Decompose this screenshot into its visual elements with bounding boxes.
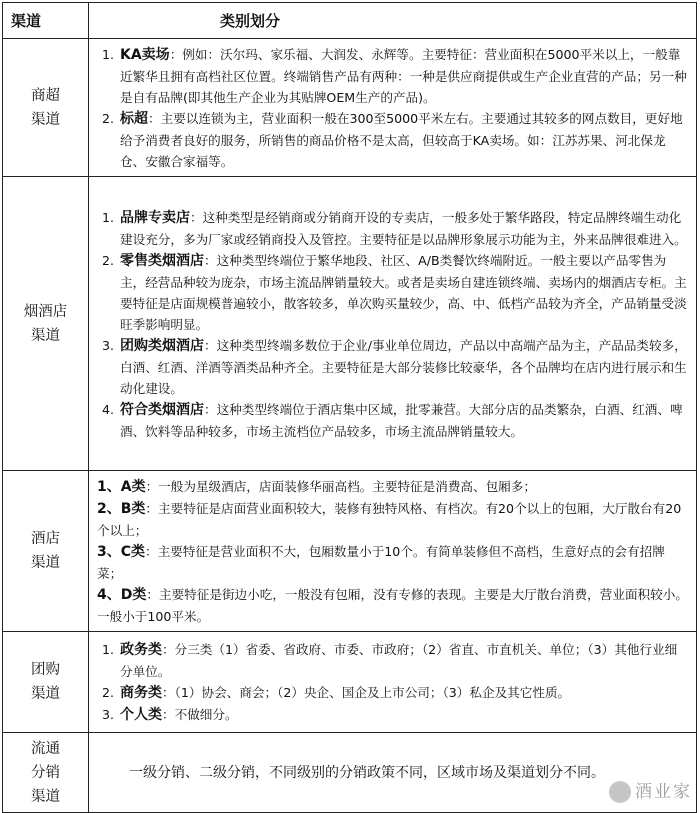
content-tobacco — [89, 177, 697, 471]
list-item — [97, 584, 688, 627]
item-number: 2. — [102, 252, 115, 268]
category-line: 流通 — [31, 740, 60, 757]
list-item — [97, 476, 688, 498]
item-title: 政务类 — [120, 642, 162, 658]
item-number: 1. — [102, 642, 115, 657]
item-title: 商务类 — [120, 685, 162, 701]
category-line: 渠道 — [31, 686, 60, 702]
category-line: 酒店 — [31, 531, 60, 547]
category-line: 烟酒店 — [23, 303, 68, 320]
item-number: 1. — [102, 209, 115, 225]
category-line: 团购 — [31, 662, 60, 678]
row-tobacco — [3, 177, 697, 471]
category-tobacco — [3, 177, 89, 471]
list-item — [97, 250, 688, 335]
list-item — [97, 704, 688, 726]
item-text: ：主要特征是街边小吃，一般没有包厢，没有专修的表现。主要是大厅散台消费，营业面积较小。一般小于100平米。 — [97, 587, 688, 624]
item-title: 标超 — [120, 111, 148, 127]
list-item — [97, 44, 688, 108]
list-item — [97, 207, 688, 250]
item-title: 个人类 — [120, 707, 162, 723]
category-line: 商超 — [31, 87, 60, 104]
item-text: ：主要特征是店面营业面积较大，装修有独特风格、有档次。有20个以上的包厢，大厅散台有20个以上； — [97, 501, 682, 538]
category-line: 渠道 — [31, 788, 60, 805]
item-text: ：这种类型终端位于繁华地段、社区、A/B类餐饮终端附近。一般主要以产品零售为主，经营品种较为庞杂，市场主流品牌销量较大。或者是卖场自建连锁终端、卖场内的烟酒店专柜。主要特征是店面规模普遍较小，散客较多，单次购买量较少，高、中、低档产品较为齐全，产品销量受淡旺季影响明显。 — [120, 252, 687, 332]
row-group — [3, 632, 697, 733]
item-number: 1. — [102, 47, 115, 62]
table-header-row — [3, 3, 697, 39]
item-text: ：这种类型是经销商或分销商开设的专卖店，一般多处于繁华路段，特定品牌终端生动化建设充分，多为厂家或经销商投入及管控。主要特征是以品牌形象展示功能为主，外来品牌很难进入。 — [120, 209, 687, 247]
header-classification: 类别划分 — [89, 3, 697, 39]
item-number: 2. — [102, 111, 115, 126]
category-line: 分销 — [31, 764, 60, 781]
item-text: ：这种类型终端位于酒店集中区域，批零兼营。大部分店的品类繁杂，白酒、红酒、啤酒、饮料等品种较多，市场主流档位产品较多，市场主流品牌销量较大。 — [120, 401, 683, 439]
item-text: ：一般为星级酒店，店面装修华丽高档。主要特征是消费高、包厢多； — [145, 479, 536, 494]
category-line: 渠道 — [31, 111, 60, 128]
item-text: ：主要特征是营业面积不大，包厢数量小于10个。有简单装修但不高档，生意好点的会有招牌菜； — [97, 544, 665, 581]
item-title: 团购类烟酒店 — [120, 337, 204, 354]
watermark-text: 酒业家 — [635, 782, 692, 802]
content-hotel — [89, 471, 697, 632]
item-title: 零售类烟酒店 — [120, 252, 204, 269]
channel-table — [2, 2, 697, 813]
content-group — [89, 632, 697, 733]
item-number: 2. — [102, 685, 115, 700]
item-number: 4. — [102, 401, 115, 417]
category-line: 渠道 — [31, 555, 60, 571]
item-title: 1、A类 — [97, 479, 146, 495]
item-title: 4、D类 — [97, 587, 147, 603]
list-item — [97, 682, 688, 704]
category-supermarket — [3, 39, 89, 177]
item-text: ：例如：沃尔玛、家乐福、大润发、永辉等。主要特征：营业面积在5000平米以上，一般靠近繁华且拥有高档社区位置。终端销售产品有两种：一种是供应商提供或生产企业直营的产品；另一种是自有品牌(即其他生产企业为其贴牌OEM生产的产品)。 — [120, 47, 687, 105]
category-hotel — [3, 471, 89, 632]
row-distribution — [3, 733, 697, 813]
list-item — [97, 498, 688, 541]
list-item — [97, 399, 688, 442]
row-supermarket — [3, 39, 697, 177]
content-supermarket — [89, 39, 697, 177]
list-item — [97, 541, 688, 584]
header-channel: 渠道 — [3, 3, 89, 39]
list-item — [97, 108, 688, 172]
category-group — [3, 632, 89, 733]
item-text: ：（1）协会、商会；（2）央企、国企及上市公司；（3）私企及其它性质。 — [162, 685, 571, 700]
item-number: 3. — [102, 707, 115, 722]
row-hotel — [3, 471, 697, 632]
item-title: 2、B类 — [97, 501, 146, 517]
content-distribution: 一级分销、二级分销，不同级别的分销政策不同，区域市场及渠道划分不同。 — [89, 733, 697, 813]
watermark-logo-icon — [609, 781, 631, 803]
list-item — [97, 639, 688, 682]
item-number: 3. — [102, 337, 115, 353]
item-title: 符合类烟酒店 — [120, 401, 204, 418]
item-title: 品牌专卖店 — [120, 209, 190, 226]
item-text: ：这种类型终端多数位于企业/事业单位周边，产品以中高端产品为主，产品品类较多，白酒、红酒、洋酒等酒类品种齐全。主要特征是大部分装修比较豪华，各个品牌均在店内进行展示和生动化建设。 — [120, 337, 687, 396]
list-item — [97, 335, 688, 399]
item-text: ：不做细分。 — [162, 707, 238, 722]
item-title: 3、C类 — [97, 544, 146, 560]
category-line: 渠道 — [31, 327, 60, 344]
watermark — [609, 777, 692, 803]
item-text: ：分三类（1）省委、省政府、市委、市政府；（2）省直、市直机关、单位；（3）其他行业细分单位。 — [120, 642, 678, 679]
item-text: ：主要以连锁为主，营业面积一般在300至5000平米左右。主要通过其较多的网点数目，更好地给予消费者良好的服务，所销售的商品价格不是太高，但较高于KA卖场。如：江苏苏果、河北保龙仓、安徽合家福等。 — [120, 111, 683, 169]
item-title: KA卖场 — [120, 47, 170, 63]
category-distribution — [3, 733, 89, 813]
